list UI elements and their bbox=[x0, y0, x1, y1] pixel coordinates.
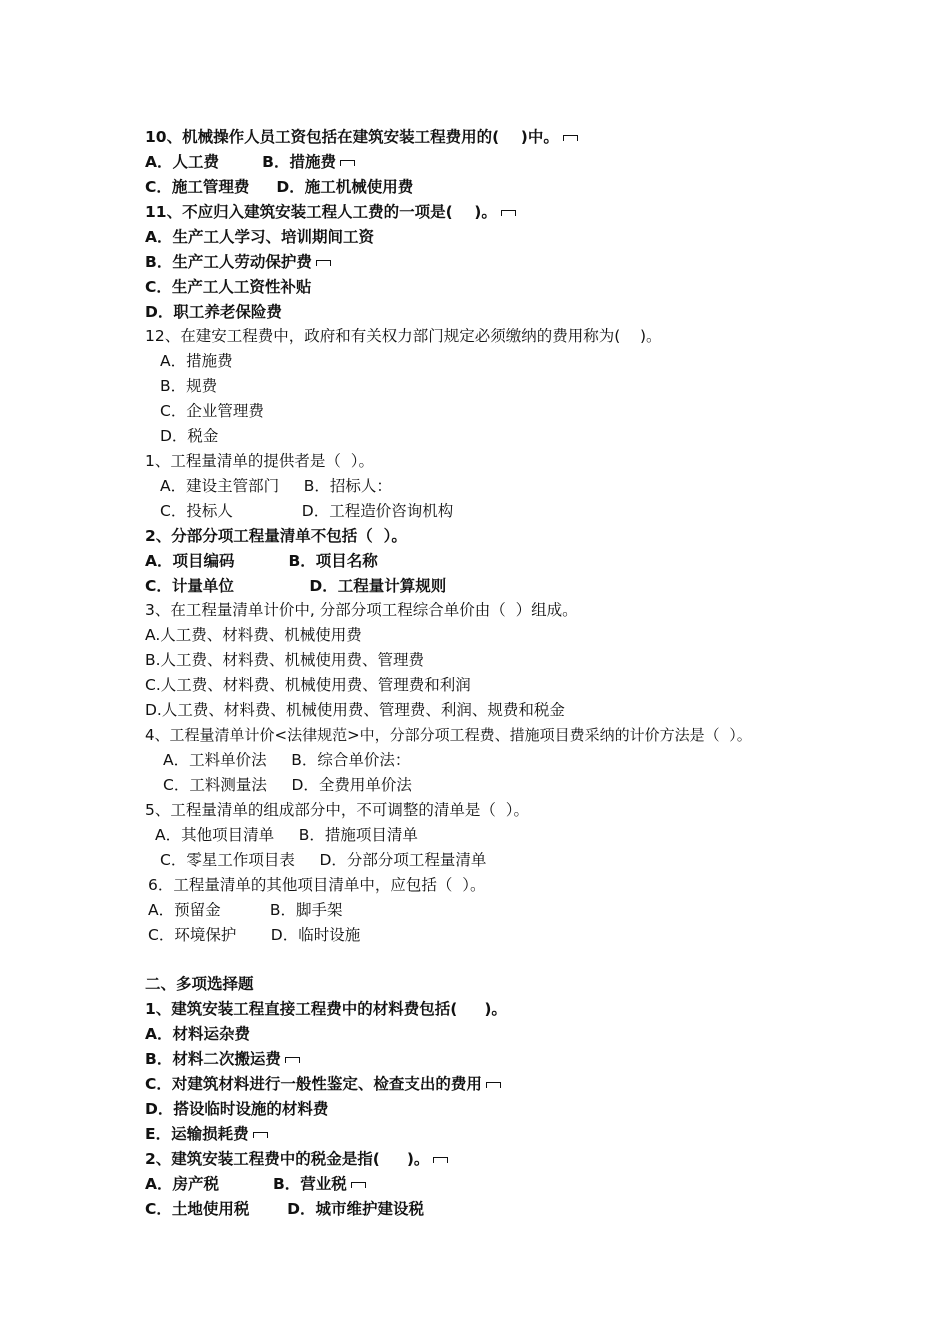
question-11-stem: 11、不应归入建筑安装工程人工费的一项是( )。 bbox=[145, 202, 516, 222]
question-11-option-a: A．生产工人学习、培训期间工资 bbox=[145, 228, 374, 246]
list-question-3-option-d: D.人工费、材料费、机械使用费、管理费、利润、规费和税金 bbox=[145, 701, 565, 719]
multi-question-2-stem: 2、建筑安装工程费中的税金是指( )。 bbox=[145, 1149, 448, 1169]
list-question-6-stem: 6．工程量清单的其他项目清单中，应包括（ ）。 bbox=[148, 876, 486, 894]
multi-question-1-option-e: E．运输损耗费 bbox=[145, 1124, 268, 1144]
question-11-option-b: B．生产工人劳动保护费 bbox=[145, 252, 331, 272]
answer-mark-icon bbox=[340, 160, 355, 166]
answer-mark-icon bbox=[285, 1057, 300, 1063]
question-10-options-cd: C．施工管理费 D．施工机械使用费 bbox=[145, 178, 414, 196]
list-question-4-stem: 4、工程量清单计价<法律规范>中，分部分项工程费、措施项目费采纳的计价方法是（ ）。 bbox=[145, 726, 752, 744]
question-10-stem: 10、机械操作人员工资包括在建筑安装工程费用的( )中。 bbox=[145, 127, 578, 147]
list-question-3-option-a: A.人工费、材料费、机械使用费 bbox=[145, 626, 362, 644]
question-11-option-d: D．职工养老保险费 bbox=[145, 303, 282, 321]
list-question-1-options-cd: C．投标人 D．工程造价咨询机构 bbox=[160, 502, 454, 520]
list-question-3-option-c: C.人工费、材料费、机械使用费、管理费和利润 bbox=[145, 676, 471, 694]
list-question-6-options-cd: C．环境保护 D．临时设施 bbox=[148, 926, 361, 944]
list-question-6-options-ab: A．预留金 B．脚手架 bbox=[148, 901, 343, 919]
answer-mark-icon bbox=[253, 1132, 268, 1138]
list-question-5-options-ab: A．其他项目清单 B．措施项目清单 bbox=[155, 826, 418, 844]
list-question-2-options-cd: C．计量单位 D．工程量计算规则 bbox=[145, 577, 447, 595]
list-question-5-stem: 5、工程量清单的组成部分中，不可调整的清单是（ ）。 bbox=[145, 801, 529, 819]
list-question-1-stem: 1、工程量清单的提供者是（ ）。 bbox=[145, 452, 374, 470]
list-question-4-options-ab: A．工料单价法 B．综合单价法： bbox=[163, 751, 411, 769]
answer-mark-icon bbox=[351, 1182, 366, 1188]
list-question-1-options-ab: A．建设主管部门 B．招标人： bbox=[160, 477, 392, 495]
multi-question-1-stem: 1、建筑安装工程直接工程费中的材料费包括( )。 bbox=[145, 1000, 507, 1018]
multi-question-1-option-d: D．搭设临时设施的材料费 bbox=[145, 1100, 329, 1118]
section-title: 二、多项选择题 bbox=[145, 975, 254, 993]
list-question-4-options-cd: C．工料测量法 D．全费用单价法 bbox=[163, 776, 412, 794]
list-question-2-stem: 2、分部分项工程量清单不包括（ ）。 bbox=[145, 527, 407, 545]
answer-mark-icon bbox=[563, 135, 578, 141]
question-11-option-c: C．生产工人工资性补贴 bbox=[145, 278, 312, 296]
question-12-stem: 12、在建安工程费中，政府和有关权力部门规定必须缴纳的费用称为( )。 bbox=[145, 327, 662, 345]
list-question-3-stem: 3、在工程量清单计价中, 分部分项工程综合单价由（ ）组成。 bbox=[145, 601, 578, 619]
question-12-option-c: C．企业管理费 bbox=[160, 402, 264, 420]
question-12-option-b: B．规费 bbox=[160, 377, 218, 395]
question-12-option-a: A．措施费 bbox=[160, 352, 233, 370]
multi-question-1-option-a: A．材料运杂费 bbox=[145, 1025, 250, 1043]
question-12-option-d: D．税金 bbox=[160, 427, 219, 445]
multi-question-1-option-b: B．材料二次搬运费 bbox=[145, 1049, 300, 1069]
question-10-options-ab: A．人工费 B．措施费 bbox=[145, 152, 355, 172]
multi-question-2-options-cd: C．土地使用税 D．城市维护建设税 bbox=[145, 1200, 425, 1218]
answer-mark-icon bbox=[316, 260, 331, 266]
list-question-3-option-b: B.人工费、材料费、机械使用费、管理费 bbox=[145, 651, 425, 669]
answer-mark-icon bbox=[486, 1082, 501, 1088]
answer-mark-icon bbox=[433, 1157, 448, 1163]
list-question-5-options-cd: C．零星工作项目表 D．分部分项工程量清单 bbox=[160, 851, 487, 869]
answer-mark-icon bbox=[501, 210, 516, 216]
list-question-2-options-ab: A．项目编码 B．项目名称 bbox=[145, 552, 378, 570]
multi-question-1-option-c: C．对建筑材料进行一般性鉴定、检查支出的费用 bbox=[145, 1074, 501, 1094]
multi-question-2-options-ab: A．房产税 B．营业税 bbox=[145, 1174, 366, 1194]
